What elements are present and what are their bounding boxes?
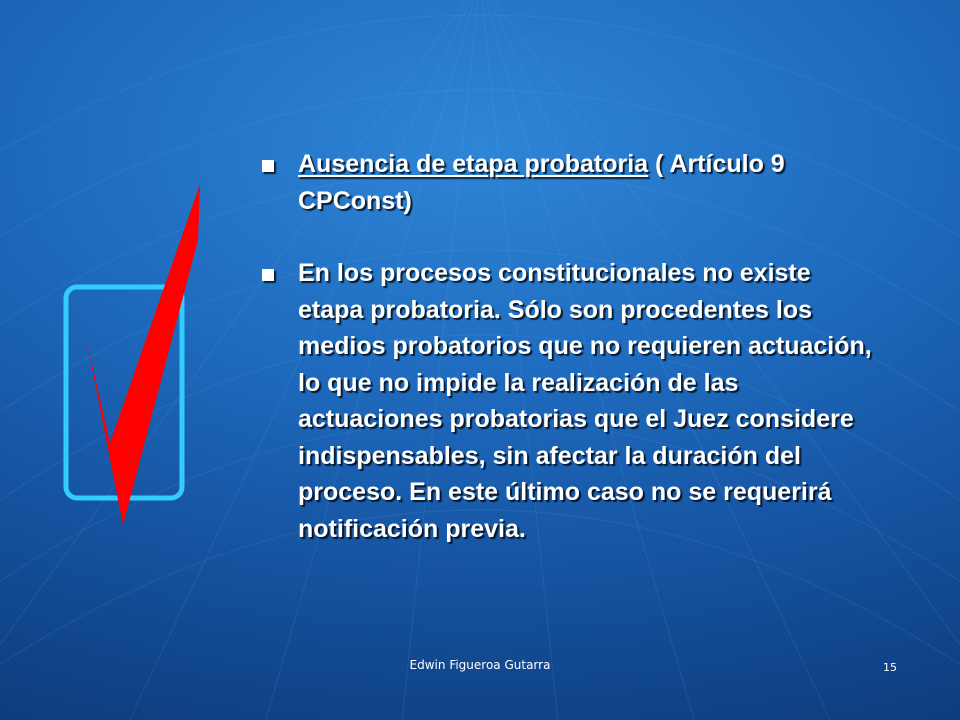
square-bullet [262, 160, 274, 172]
bullet-text: En los procesos constitucionales no existe etapa probatoria. Sólo son procedentes los medios probatorios que no requieren actuación, lo que no impide la realización de las actuaciones probatorias que el Juez considere indispensables, sin afectar la duración del proceso. En este último caso no se requerirá notificación previa. [298, 259, 872, 543]
bullet-item-ausencia [262, 146, 872, 219]
bullet-list [262, 146, 872, 547]
bullet-item-procesos [262, 255, 872, 547]
bullet-text: ( Artículo 9 CPConst) [298, 150, 785, 215]
page-number: 15 [883, 661, 897, 674]
bullet-underlined-heading: Ausencia de etapa probatoria [298, 150, 649, 178]
footer-author: Edwin Figueroa Gutarra [409, 658, 551, 672]
square-bullet [262, 269, 274, 281]
